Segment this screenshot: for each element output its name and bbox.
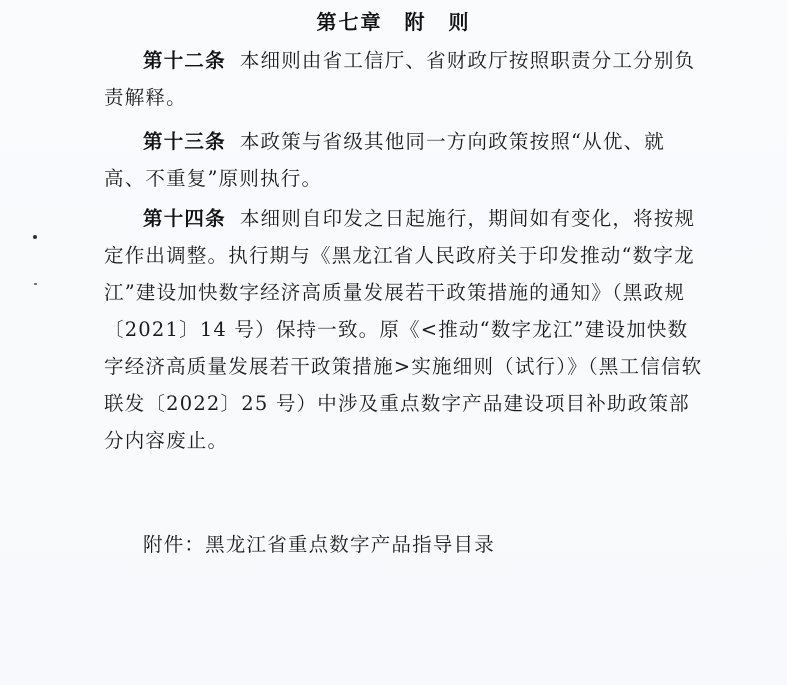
margin-dash-mark bbox=[34, 283, 37, 285]
article-number: 第十二条 bbox=[143, 49, 226, 72]
article-text: 本细则由省工信厅、省财政厅按照职责分工分别负责解释。 bbox=[104, 49, 696, 109]
article-text: 本细则自印发之日起施行，期间如有变化，将按规定作出调整。执行期与《黑龙江省人民政府关于印发推动“数字龙江”建设加快数字经济高质量发展若干政策措施的通知》（黑政规〔2021〕14 号）保持一致。原《<推动“数字龙江”建设加快数字经济高质量发展若干政策措施>实施细则（试行）》（黑工信信软联发〔2022〕25 号）中涉及重点数字产品建设项目补助政策部分内容废止。 bbox=[104, 207, 703, 452]
margin-dot-mark bbox=[33, 235, 37, 239]
article-number: 第十四条 bbox=[143, 207, 226, 230]
attachment-line: 附件：黑龙江省重点数字产品指导目录 bbox=[143, 533, 495, 556]
article-number: 第十三条 bbox=[143, 130, 226, 153]
chapter-title: 第七章 附 则 bbox=[316, 10, 471, 34]
article-text: 本政策与省级其他同一方向政策按照“从优、就高、不重复”原则执行。 bbox=[104, 130, 665, 190]
article-paragraph bbox=[104, 123, 704, 197]
article-paragraph bbox=[104, 42, 704, 116]
article-paragraph bbox=[104, 200, 704, 459]
